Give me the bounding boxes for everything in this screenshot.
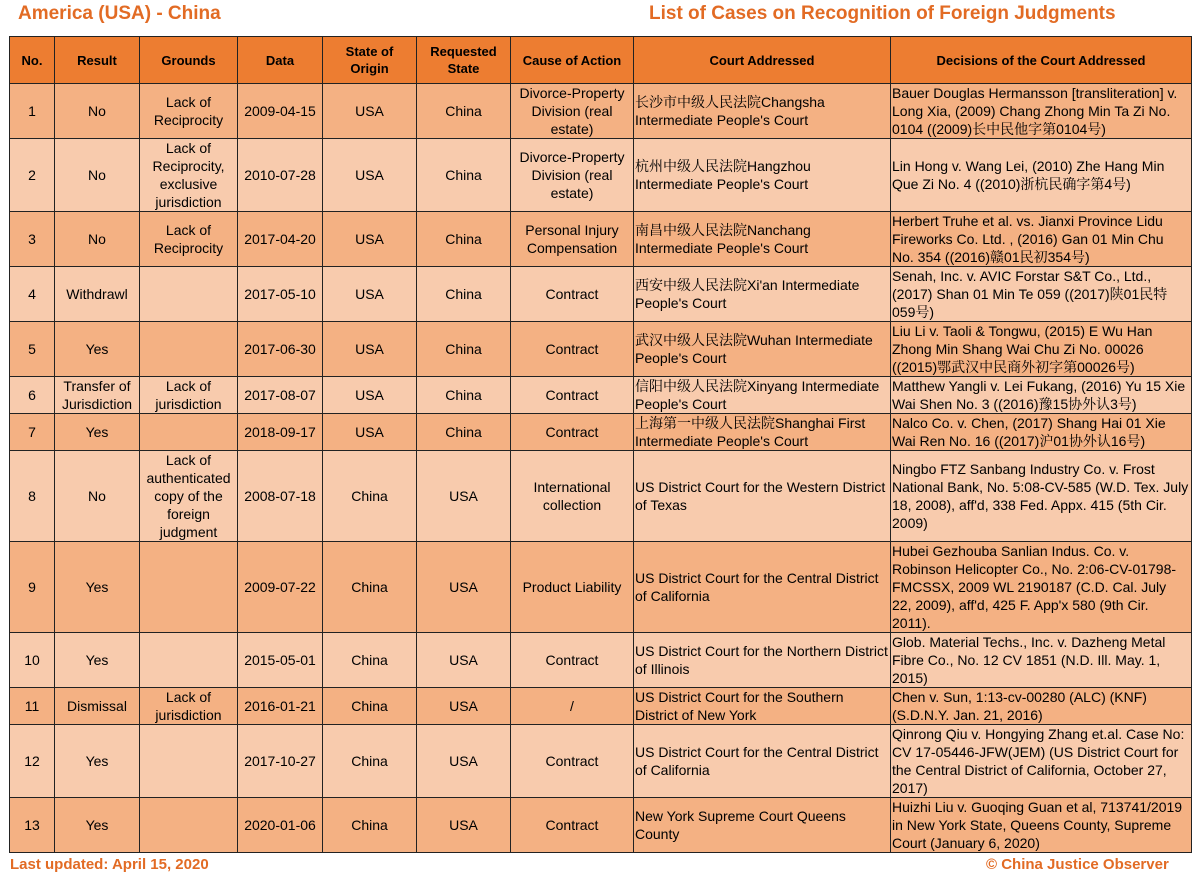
cell-court: 长沙市中级人民法院Changsha Intermediate People's Court — [634, 84, 891, 139]
cell-court: 上海第一中级人民法院Shanghai First Intermediate People's Court — [634, 414, 891, 451]
copyright-note: © China Justice Observer — [986, 856, 1169, 873]
cell-cause: Contract — [511, 633, 634, 688]
cell-no: 1 — [10, 84, 55, 139]
cell-cause: Product Liability — [511, 542, 634, 633]
cell-grounds — [140, 633, 238, 688]
cell-origin: USA — [323, 414, 417, 451]
column-header-state-of-origin: State of Origin — [323, 37, 417, 84]
cell-data: 2015-05-01 — [238, 633, 323, 688]
cell-requested: USA — [417, 451, 511, 542]
cell-origin: China — [323, 542, 417, 633]
cell-grounds — [140, 542, 238, 633]
cell-no: 9 — [10, 542, 55, 633]
cell-data: 2017-08-07 — [238, 377, 323, 414]
cell-origin: China — [323, 633, 417, 688]
cell-decision: Lin Hong v. Wang Lei, (2010) Zhe Hang Min Que Zi No. 4 ((2010)浙杭民确字第4号) — [891, 139, 1192, 212]
table-row — [10, 542, 1192, 633]
cell-court: New York Supreme Court Queens County — [634, 798, 891, 853]
cell-origin: USA — [323, 267, 417, 322]
cell-origin: China — [323, 725, 417, 798]
cell-grounds: Lack of Reciprocity, exclusive jurisdiction — [140, 139, 238, 212]
cell-result: No — [55, 212, 140, 267]
last-updated-note: Last updated: April 15, 2020 — [10, 856, 209, 873]
cell-decision: Herbert Truhe et al. vs. Jianxi Province Lidu Fireworks Co. Ltd. , (2016) Gan 01 Min Chu No. 354 ((2016)赣01民初354号) — [891, 212, 1192, 267]
cell-no: 5 — [10, 322, 55, 377]
cell-origin: USA — [323, 377, 417, 414]
table-row — [10, 212, 1192, 267]
cell-result: Dismissal — [55, 688, 140, 725]
cell-court: US District Court for the Northern District of Illinois — [634, 633, 891, 688]
cell-cause: Divorce-Property Division (real estate) — [511, 84, 634, 139]
cell-no: 6 — [10, 377, 55, 414]
column-header-requested-state: Requested State — [417, 37, 511, 84]
cell-cause: Contract — [511, 414, 634, 451]
cell-no: 10 — [10, 633, 55, 688]
cell-requested: USA — [417, 688, 511, 725]
table-row — [10, 451, 1192, 542]
cell-requested: China — [417, 377, 511, 414]
table-row — [10, 84, 1192, 139]
cell-result: No — [55, 139, 140, 212]
cell-origin: USA — [323, 84, 417, 139]
cell-decision: Huizhi Liu v. Guoqing Guan et al, 713741/2019 in New York State, Queens County, Supreme Court (January 6, 2020) — [891, 798, 1192, 853]
cell-requested: USA — [417, 725, 511, 798]
cell-data: 2017-05-10 — [238, 267, 323, 322]
cell-decision: Bauer Douglas Hermansson [transliteration] v. Long Xia, (2009) Chang Zhong Min Ta Zi No. 0104 ((2009)长中民他字第0104号) — [891, 84, 1192, 139]
cell-court: US District Court for the Central District of California — [634, 542, 891, 633]
cell-requested: China — [417, 139, 511, 212]
cell-data: 2009-07-22 — [238, 542, 323, 633]
cell-data: 2009-04-15 — [238, 84, 323, 139]
cell-data: 2016-01-21 — [238, 688, 323, 725]
cell-grounds — [140, 267, 238, 322]
cell-grounds: Lack of jurisdiction — [140, 688, 238, 725]
cell-grounds — [140, 414, 238, 451]
page-title-right: List of Cases on Recognition of Foreign Judgments — [649, 3, 1116, 24]
table-row — [10, 139, 1192, 212]
cell-decision: Glob. Material Techs., Inc. v. Dazheng Metal Fibre Co., No. 12 CV 1851 (N.D. Ill. May. 1, 2015) — [891, 633, 1192, 688]
column-header-grounds: Grounds — [140, 37, 238, 84]
cell-origin: China — [323, 451, 417, 542]
cell-origin: China — [323, 798, 417, 853]
table-row — [10, 688, 1192, 725]
cell-cause: International collection — [511, 451, 634, 542]
cell-data: 2010-07-28 — [238, 139, 323, 212]
column-header-cause-of-action: Cause of Action — [511, 37, 634, 84]
cell-court: 信阳中级人民法院Xinyang Intermediate People's Court — [634, 377, 891, 414]
cell-decision: Ningbo FTZ Sanbang Industry Co. v. Frost National Bank, No. 5:08-CV-585 (W.D. Tex. July 18, 2008), aff'd, 338 Fed. Appx. 415 (5th Cir. 2009) — [891, 451, 1192, 542]
cell-data: 2017-06-30 — [238, 322, 323, 377]
column-header-court-addressed: Court Addressed — [634, 37, 891, 84]
table-row — [10, 377, 1192, 414]
cell-requested: China — [417, 267, 511, 322]
cell-result: No — [55, 451, 140, 542]
cell-requested: China — [417, 322, 511, 377]
cell-origin: USA — [323, 139, 417, 212]
cell-grounds: Lack of Reciprocity — [140, 212, 238, 267]
cell-result: Withdrawl — [55, 267, 140, 322]
cell-requested: USA — [417, 798, 511, 853]
cell-decision: Nalco Co. v. Chen, (2017) Shang Hai 01 Xie Wai Ren No. 16 ((2017)沪01协外认16号) — [891, 414, 1192, 451]
table-header-row — [10, 37, 1192, 84]
column-header-no: No. — [10, 37, 55, 84]
cell-result: Yes — [55, 414, 140, 451]
cell-result: Yes — [55, 322, 140, 377]
cell-no: 8 — [10, 451, 55, 542]
cell-cause: Personal Injury Compensation — [511, 212, 634, 267]
cell-decision: Qinrong Qiu v. Hongying Zhang et.al. Case No: CV 17-05446-JFW(JEM) (US District Court for the Central District of California, October 27, 2017) — [891, 725, 1192, 798]
cell-no: 4 — [10, 267, 55, 322]
cases-table — [9, 36, 1192, 853]
cell-decision: Matthew Yangli v. Lei Fukang, (2016) Yu 15 Xie Wai Shen No. 3 ((2016)豫15协外认3号) — [891, 377, 1192, 414]
cell-court: US District Court for the Southern District of New York — [634, 688, 891, 725]
page-title-left: America (USA) - China — [18, 3, 221, 24]
cell-requested: USA — [417, 542, 511, 633]
cell-cause: Contract — [511, 322, 634, 377]
cell-requested: China — [417, 212, 511, 267]
cell-data: 2017-10-27 — [238, 725, 323, 798]
cell-requested: China — [417, 84, 511, 139]
cell-result: Yes — [55, 725, 140, 798]
cell-result: Yes — [55, 798, 140, 853]
column-header-data: Data — [238, 37, 323, 84]
cell-decision: Chen v. Sun, 1:13-cv-00280 (ALC) (KNF) (S.D.N.Y. Jan. 21, 2016) — [891, 688, 1192, 725]
cell-cause: Contract — [511, 725, 634, 798]
table-row — [10, 798, 1192, 853]
cell-requested: China — [417, 414, 511, 451]
cell-decision: Liu Li v. Taoli & Tongwu, (2015) E Wu Han Zhong Min Shang Wai Chu Zi No. 00026 ((2015)鄂武汉中民商外初字第00026号) — [891, 322, 1192, 377]
table-row — [10, 725, 1192, 798]
cell-court: 武汉中级人民法院Wuhan Intermediate People's Court — [634, 322, 891, 377]
cell-result: No — [55, 84, 140, 139]
cell-cause: Contract — [511, 377, 634, 414]
cell-cause: Divorce-Property Division (real estate) — [511, 139, 634, 212]
cell-no: 3 — [10, 212, 55, 267]
cell-cause: Contract — [511, 267, 634, 322]
cell-grounds: Lack of jurisdiction — [140, 377, 238, 414]
cell-court: 南昌中级人民法院Nanchang Intermediate People's Court — [634, 212, 891, 267]
cell-origin: China — [323, 688, 417, 725]
cell-cause: / — [511, 688, 634, 725]
cell-data: 2008-07-18 — [238, 451, 323, 542]
table-row — [10, 267, 1192, 322]
cell-result: Yes — [55, 633, 140, 688]
column-header-decisions: Decisions of the Court Addressed — [891, 37, 1192, 84]
cell-requested: USA — [417, 633, 511, 688]
cell-no: 7 — [10, 414, 55, 451]
cell-no: 2 — [10, 139, 55, 212]
cell-grounds: Lack of Reciprocity — [140, 84, 238, 139]
cell-court: 杭州中级人民法院Hangzhou Intermediate People's Court — [634, 139, 891, 212]
cell-data: 2018-09-17 — [238, 414, 323, 451]
table-row — [10, 322, 1192, 377]
table-row — [10, 414, 1192, 451]
cell-data: 2020-01-06 — [238, 798, 323, 853]
cell-no: 11 — [10, 688, 55, 725]
column-header-result: Result — [55, 37, 140, 84]
cell-no: 13 — [10, 798, 55, 853]
cell-result: Transfer of Jurisdiction — [55, 377, 140, 414]
cell-court: US District Court for the Western District of Texas — [634, 451, 891, 542]
cell-origin: USA — [323, 322, 417, 377]
cell-decision: Senah, Inc. v. AVIC Forstar S&T Co., Ltd., (2017) Shan 01 Min Te 059 ((2017)陕01民特059号) — [891, 267, 1192, 322]
cell-court: US District Court for the Central District of California — [634, 725, 891, 798]
cell-grounds: Lack of authenticated copy of the foreign judgment — [140, 451, 238, 542]
cell-grounds — [140, 322, 238, 377]
cell-result: Yes — [55, 542, 140, 633]
cell-cause: Contract — [511, 798, 634, 853]
cell-grounds — [140, 798, 238, 853]
cell-origin: USA — [323, 212, 417, 267]
table-row — [10, 633, 1192, 688]
cell-decision: Hubei Gezhouba Sanlian Indus. Co. v. Robinson Helicopter Co., No. 2:06-CV-01798-FMCSSX, 2009 WL 2190187 (C.D. Cal. July 22, 2009), aff'd, 425 F. App'x 580 (9th Cir. 2011). — [891, 542, 1192, 633]
cell-grounds — [140, 725, 238, 798]
cell-court: 西安中级人民法院Xi'an Intermediate People's Court — [634, 267, 891, 322]
cell-no: 12 — [10, 725, 55, 798]
cell-data: 2017-04-20 — [238, 212, 323, 267]
